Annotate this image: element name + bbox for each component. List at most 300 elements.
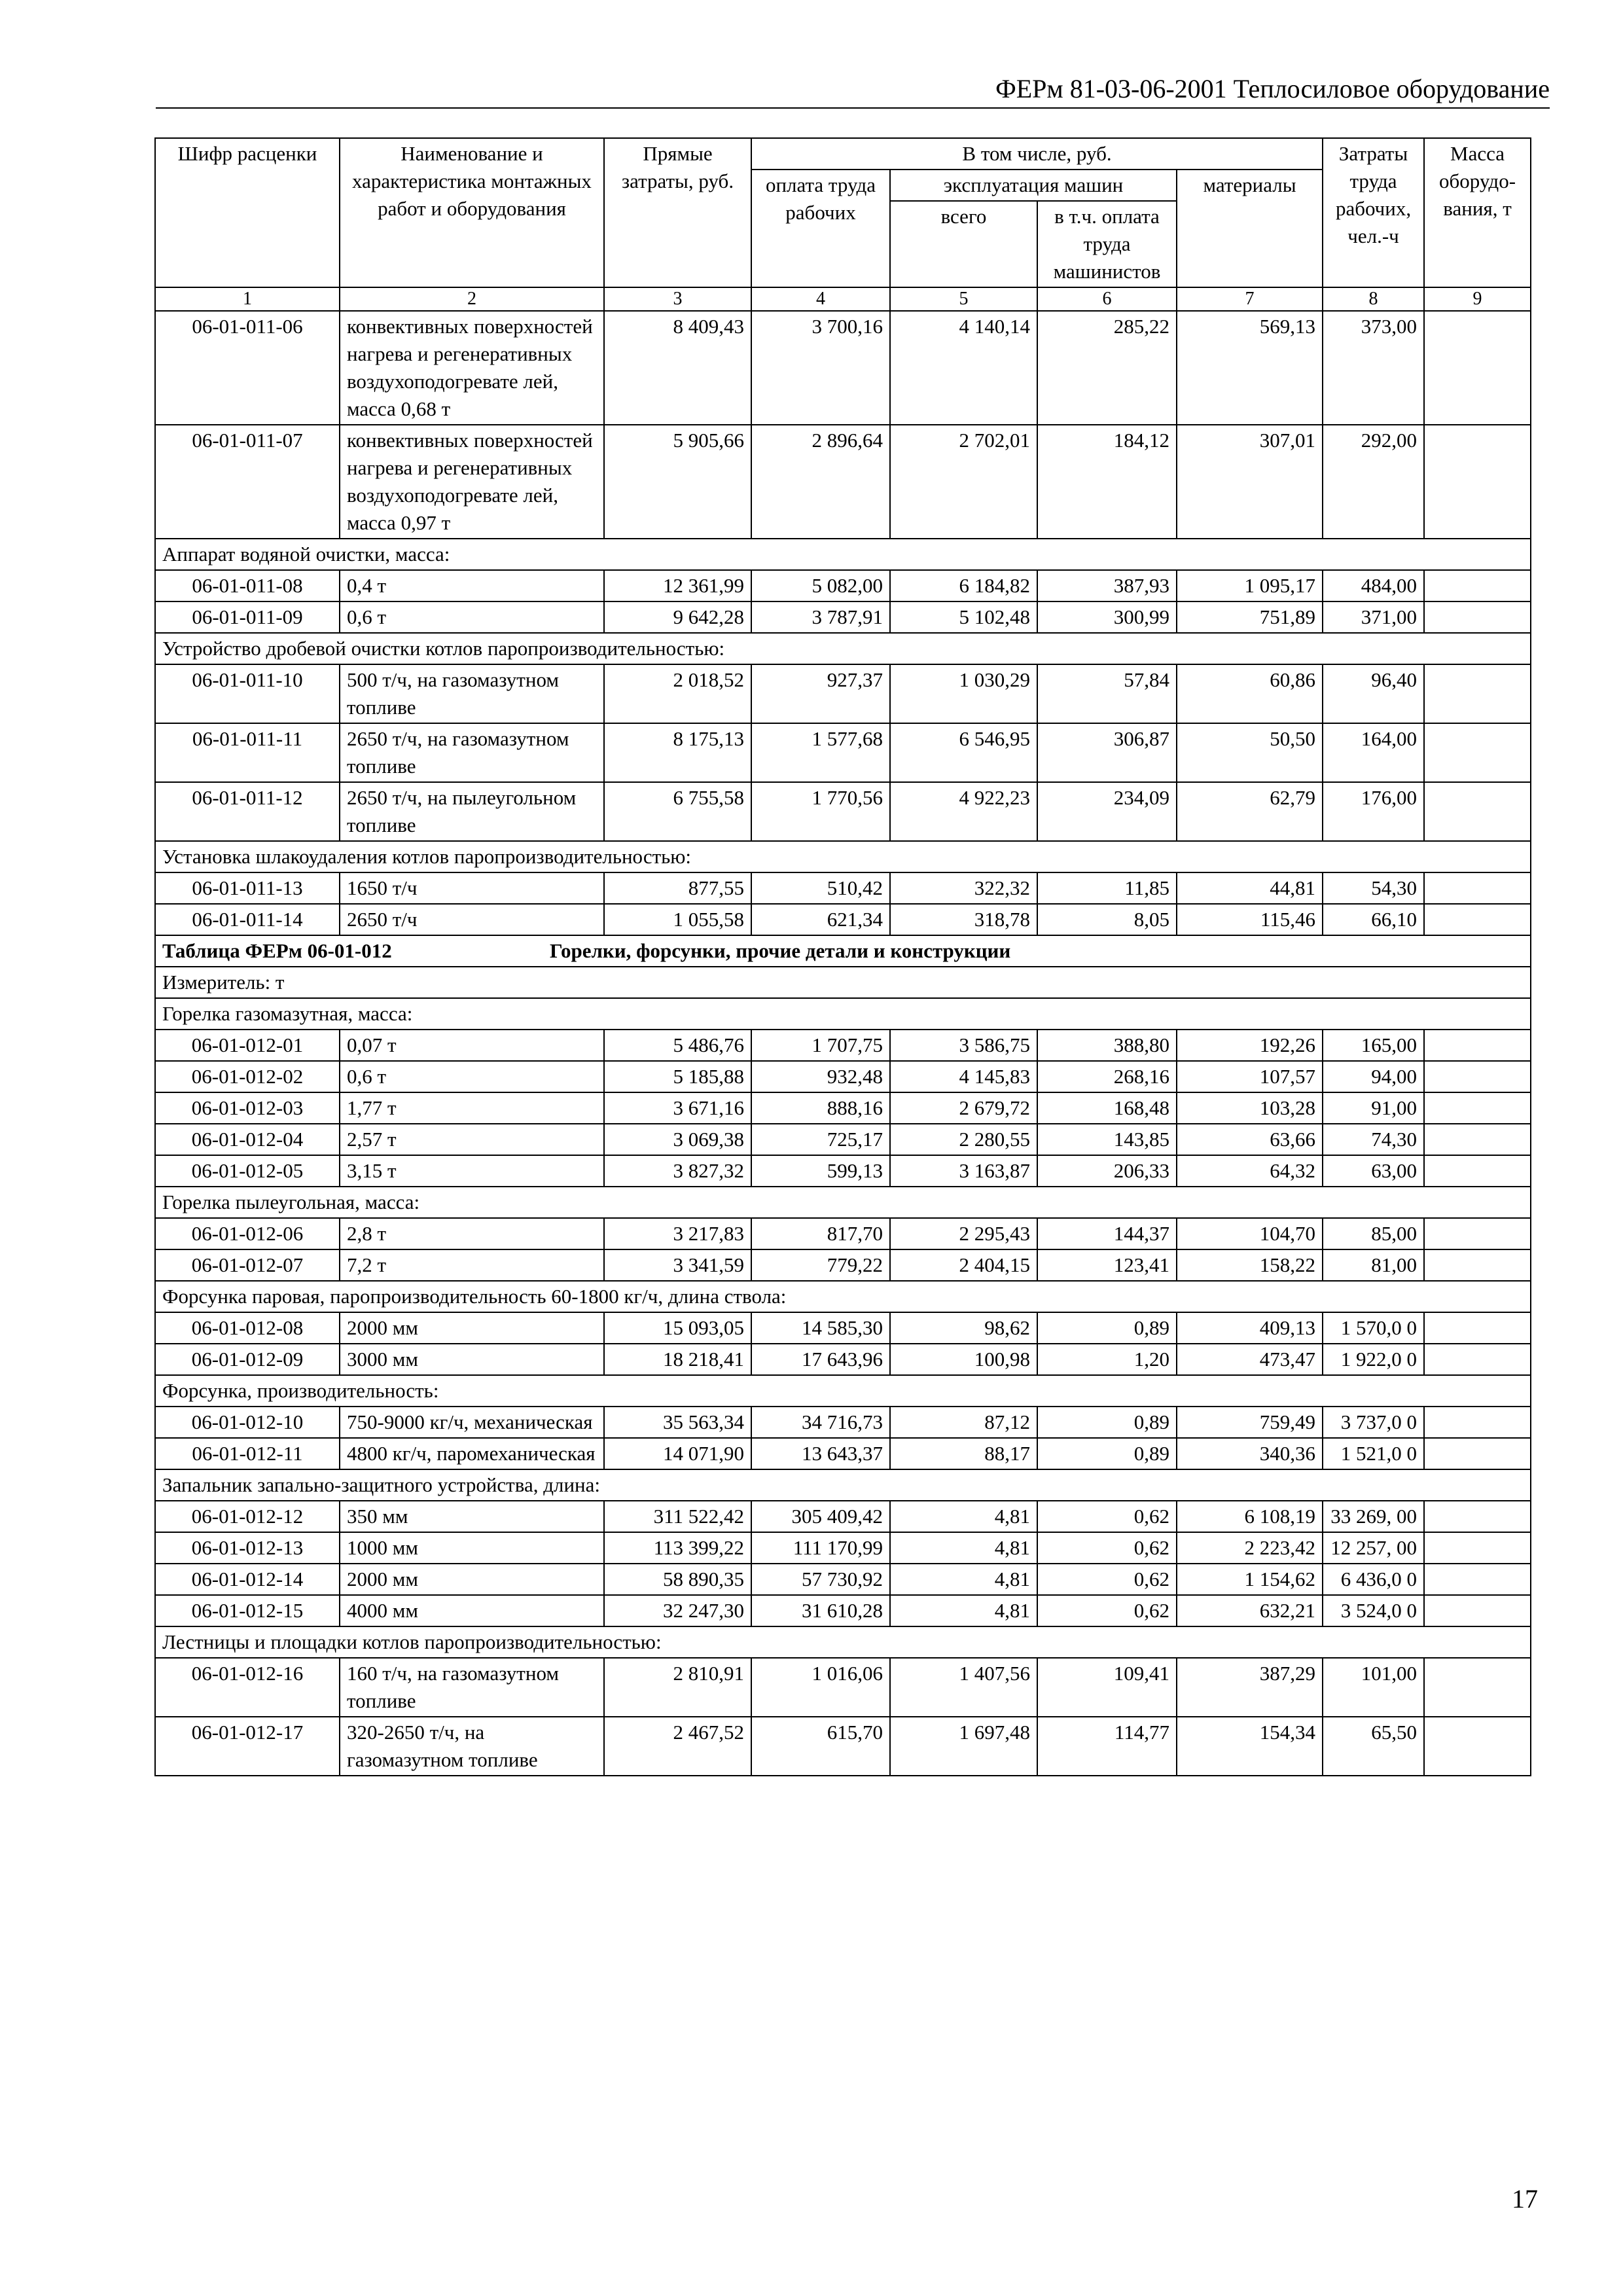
machine-cost: 4 145,83 bbox=[890, 1061, 1037, 1092]
machinist-wages: 0,62 bbox=[1037, 1595, 1177, 1626]
materials-cost: 63,66 bbox=[1177, 1124, 1323, 1155]
machine-cost: 2 280,55 bbox=[890, 1124, 1037, 1155]
labor-cost: 74,30 bbox=[1323, 1124, 1424, 1155]
measure-unit: Измеритель: т bbox=[155, 967, 1531, 998]
machinist-wages: 206,33 bbox=[1037, 1155, 1177, 1187]
header-incl: В том числе, руб. bbox=[751, 138, 1323, 170]
machinist-wages: 109,41 bbox=[1037, 1658, 1177, 1717]
header-code: Шифр расценки bbox=[155, 138, 340, 287]
materials-cost: 473,47 bbox=[1177, 1344, 1323, 1375]
header-rule bbox=[156, 107, 1550, 109]
labor-cost: 81,00 bbox=[1323, 1249, 1424, 1281]
work-name: 160 т/ч, на газомазутном топливе bbox=[340, 1658, 604, 1717]
materials-cost: 64,32 bbox=[1177, 1155, 1323, 1187]
equipment-mass bbox=[1424, 1030, 1531, 1061]
materials-cost: 409,13 bbox=[1177, 1312, 1323, 1344]
workers-wages: 305 409,42 bbox=[751, 1501, 890, 1532]
materials-cost: 569,13 bbox=[1177, 311, 1323, 425]
machinist-wages: 1,20 bbox=[1037, 1344, 1177, 1375]
machine-cost: 2 295,43 bbox=[890, 1218, 1037, 1249]
workers-wages: 111 170,99 bbox=[751, 1532, 890, 1564]
table-row bbox=[155, 1438, 1531, 1469]
col-number: 6 bbox=[1037, 287, 1177, 311]
rate-code: 06-01-012-01 bbox=[155, 1030, 340, 1061]
labor-cost: 66,10 bbox=[1323, 904, 1424, 935]
header-mach-wages: в т.ч. оплата труда машинистов bbox=[1037, 201, 1177, 287]
work-name: 320-2650 т/ч, на газомазутном топливе bbox=[340, 1717, 604, 1776]
equipment-mass bbox=[1424, 782, 1531, 841]
direct-cost: 1 055,58 bbox=[604, 904, 751, 935]
group-header: Лестницы и площадки котлов паропроизводительностью: bbox=[155, 1626, 1531, 1658]
machine-cost: 4,81 bbox=[890, 1532, 1037, 1564]
workers-wages: 2 896,64 bbox=[751, 425, 890, 539]
direct-cost: 2 467,52 bbox=[604, 1717, 751, 1776]
table-row bbox=[155, 1030, 1531, 1061]
rate-code: 06-01-012-11 bbox=[155, 1438, 340, 1469]
work-name: 4000 мм bbox=[340, 1595, 604, 1626]
workers-wages: 14 585,30 bbox=[751, 1312, 890, 1344]
equipment-mass bbox=[1424, 872, 1531, 904]
group-header: Аппарат водяной очистки, масса: bbox=[155, 539, 1531, 570]
rate-code: 06-01-012-14 bbox=[155, 1564, 340, 1595]
machinist-wages: 184,12 bbox=[1037, 425, 1177, 539]
rate-code: 06-01-012-12 bbox=[155, 1501, 340, 1532]
table-row bbox=[155, 1249, 1531, 1281]
rate-code: 06-01-012-07 bbox=[155, 1249, 340, 1281]
work-name: 2,57 т bbox=[340, 1124, 604, 1155]
work-name: 4800 кг/ч, паромеханическая bbox=[340, 1438, 604, 1469]
table-row bbox=[155, 1218, 1531, 1249]
table-row bbox=[155, 570, 1531, 601]
header-mass: Масса оборудо-вания, т bbox=[1424, 138, 1531, 287]
machinist-wages: 143,85 bbox=[1037, 1124, 1177, 1155]
work-name: 7,2 т bbox=[340, 1249, 604, 1281]
equipment-mass bbox=[1424, 570, 1531, 601]
workers-wages: 31 610,28 bbox=[751, 1595, 890, 1626]
machinist-wages: 8,05 bbox=[1037, 904, 1177, 935]
equipment-mass bbox=[1424, 1092, 1531, 1124]
table-row bbox=[155, 1061, 1531, 1092]
labor-cost: 484,00 bbox=[1323, 570, 1424, 601]
machinist-wages: 0,89 bbox=[1037, 1407, 1177, 1438]
machinist-wages: 300,99 bbox=[1037, 601, 1177, 633]
labor-cost: 3 737,0 0 bbox=[1323, 1407, 1424, 1438]
group-header-row bbox=[155, 998, 1531, 1030]
equipment-mass bbox=[1424, 1218, 1531, 1249]
direct-cost: 15 093,05 bbox=[604, 1312, 751, 1344]
workers-wages: 817,70 bbox=[751, 1218, 890, 1249]
work-name: 0,4 т bbox=[340, 570, 604, 601]
col-number: 2 bbox=[340, 287, 604, 311]
work-name: 350 мм bbox=[340, 1501, 604, 1532]
rate-code: 06-01-011-10 bbox=[155, 664, 340, 723]
col-number: 8 bbox=[1323, 287, 1424, 311]
machinist-wages: 388,80 bbox=[1037, 1030, 1177, 1061]
equipment-mass bbox=[1424, 1532, 1531, 1564]
rate-code: 06-01-012-17 bbox=[155, 1717, 340, 1776]
labor-cost: 85,00 bbox=[1323, 1218, 1424, 1249]
labor-cost: 164,00 bbox=[1323, 723, 1424, 782]
direct-cost: 35 563,34 bbox=[604, 1407, 751, 1438]
table-row bbox=[155, 872, 1531, 904]
materials-cost: 759,49 bbox=[1177, 1407, 1323, 1438]
workers-wages: 779,22 bbox=[751, 1249, 890, 1281]
machine-cost: 4,81 bbox=[890, 1595, 1037, 1626]
materials-cost: 107,57 bbox=[1177, 1061, 1323, 1092]
machinist-wages: 285,22 bbox=[1037, 311, 1177, 425]
machine-cost: 2 404,15 bbox=[890, 1249, 1037, 1281]
equipment-mass bbox=[1424, 1061, 1531, 1092]
equipment-mass bbox=[1424, 1249, 1531, 1281]
workers-wages: 3 700,16 bbox=[751, 311, 890, 425]
materials-cost: 50,50 bbox=[1177, 723, 1323, 782]
machinist-wages: 0,62 bbox=[1037, 1564, 1177, 1595]
equipment-mass bbox=[1424, 1658, 1531, 1717]
rate-code: 06-01-012-08 bbox=[155, 1312, 340, 1344]
direct-cost: 14 071,90 bbox=[604, 1438, 751, 1469]
table-title-row bbox=[155, 935, 1531, 967]
work-name: 3,15 т bbox=[340, 1155, 604, 1187]
labor-cost: 12 257, 00 bbox=[1323, 1532, 1424, 1564]
equipment-mass bbox=[1424, 664, 1531, 723]
labor-cost: 101,00 bbox=[1323, 1658, 1424, 1717]
group-header: Горелка пылеугольная, масса: bbox=[155, 1187, 1531, 1218]
materials-cost: 1 154,62 bbox=[1177, 1564, 1323, 1595]
materials-cost: 632,21 bbox=[1177, 1595, 1323, 1626]
header-materials: материалы bbox=[1177, 170, 1323, 287]
machinist-wages: 123,41 bbox=[1037, 1249, 1177, 1281]
work-name: 2,8 т bbox=[340, 1218, 604, 1249]
direct-cost: 5 185,88 bbox=[604, 1061, 751, 1092]
materials-cost: 387,29 bbox=[1177, 1658, 1323, 1717]
direct-cost: 3 827,32 bbox=[604, 1155, 751, 1187]
rate-code: 06-01-011-06 bbox=[155, 311, 340, 425]
col-number: 7 bbox=[1177, 287, 1323, 311]
machine-cost: 87,12 bbox=[890, 1407, 1037, 1438]
machinist-wages: 0,62 bbox=[1037, 1501, 1177, 1532]
workers-wages: 621,34 bbox=[751, 904, 890, 935]
equipment-mass bbox=[1424, 1564, 1531, 1595]
machine-cost: 1 697,48 bbox=[890, 1717, 1037, 1776]
group-header-row bbox=[155, 841, 1531, 872]
workers-wages: 615,70 bbox=[751, 1717, 890, 1776]
workers-wages: 13 643,37 bbox=[751, 1438, 890, 1469]
workers-wages: 1 577,68 bbox=[751, 723, 890, 782]
table-row bbox=[155, 1532, 1531, 1564]
rate-code: 06-01-011-09 bbox=[155, 601, 340, 633]
direct-cost: 3 069,38 bbox=[604, 1124, 751, 1155]
table-row bbox=[155, 664, 1531, 723]
table-number: Таблица ФЕРм 06-01-012 bbox=[162, 939, 392, 962]
rate-code: 06-01-012-05 bbox=[155, 1155, 340, 1187]
col-number: 9 bbox=[1424, 287, 1531, 311]
work-name: конвективных поверхностей нагрева и регенеративных воздухоподогревате лей, масса 0,97 т bbox=[340, 425, 604, 539]
direct-cost: 8 175,13 bbox=[604, 723, 751, 782]
work-name: 500 т/ч, на газомазутном топливе bbox=[340, 664, 604, 723]
labor-cost: 373,00 bbox=[1323, 311, 1424, 425]
work-name: 0,6 т bbox=[340, 601, 604, 633]
table-row bbox=[155, 1155, 1531, 1187]
labor-cost: 292,00 bbox=[1323, 425, 1424, 539]
machinist-wages: 0,89 bbox=[1037, 1438, 1177, 1469]
machine-cost: 6 546,95 bbox=[890, 723, 1037, 782]
rate-code: 06-01-012-03 bbox=[155, 1092, 340, 1124]
equipment-mass bbox=[1424, 1155, 1531, 1187]
equipment-mass bbox=[1424, 1124, 1531, 1155]
work-name: 2650 т/ч bbox=[340, 904, 604, 935]
work-name: 1000 мм bbox=[340, 1532, 604, 1564]
group-header-row bbox=[155, 1626, 1531, 1658]
rate-code: 06-01-011-11 bbox=[155, 723, 340, 782]
table-title bbox=[155, 935, 1531, 967]
labor-cost: 176,00 bbox=[1323, 782, 1424, 841]
machine-cost: 4,81 bbox=[890, 1564, 1037, 1595]
work-name: конвективных поверхностей нагрева и регенеративных воздухоподогревате лей, масса 0,68 т bbox=[340, 311, 604, 425]
labor-cost: 1 521,0 0 bbox=[1323, 1438, 1424, 1469]
header-direct: Прямые затраты, руб. bbox=[604, 138, 751, 287]
table-row bbox=[155, 723, 1531, 782]
direct-cost: 311 522,42 bbox=[604, 1501, 751, 1532]
materials-cost: 340,36 bbox=[1177, 1438, 1323, 1469]
materials-cost: 154,34 bbox=[1177, 1717, 1323, 1776]
rate-code: 06-01-011-14 bbox=[155, 904, 340, 935]
work-name: 2650 т/ч, на пылеугольном топливе bbox=[340, 782, 604, 841]
rate-code: 06-01-012-06 bbox=[155, 1218, 340, 1249]
machinist-wages: 114,77 bbox=[1037, 1717, 1177, 1776]
direct-cost: 2 018,52 bbox=[604, 664, 751, 723]
workers-wages: 3 787,91 bbox=[751, 601, 890, 633]
materials-cost: 104,70 bbox=[1177, 1218, 1323, 1249]
work-name: 1,77 т bbox=[340, 1092, 604, 1124]
machine-cost: 100,98 bbox=[890, 1344, 1037, 1375]
rate-code: 06-01-011-13 bbox=[155, 872, 340, 904]
table-row bbox=[155, 1407, 1531, 1438]
rates-table bbox=[154, 137, 1531, 1776]
workers-wages: 932,48 bbox=[751, 1061, 890, 1092]
table-row bbox=[155, 1595, 1531, 1626]
table-row bbox=[155, 425, 1531, 539]
labor-cost: 3 524,0 0 bbox=[1323, 1595, 1424, 1626]
materials-cost: 2 223,42 bbox=[1177, 1532, 1323, 1564]
machine-cost: 3 586,75 bbox=[890, 1030, 1037, 1061]
workers-wages: 1 016,06 bbox=[751, 1658, 890, 1717]
workers-wages: 725,17 bbox=[751, 1124, 890, 1155]
direct-cost: 5 486,76 bbox=[604, 1030, 751, 1061]
machine-cost: 4 922,23 bbox=[890, 782, 1037, 841]
materials-cost: 751,89 bbox=[1177, 601, 1323, 633]
work-name: 1650 т/ч bbox=[340, 872, 604, 904]
machine-cost: 322,32 bbox=[890, 872, 1037, 904]
group-header: Горелка газомазутная, масса: bbox=[155, 998, 1531, 1030]
machine-cost: 5 102,48 bbox=[890, 601, 1037, 633]
direct-cost: 3 341,59 bbox=[604, 1249, 751, 1281]
labor-cost: 33 269, 00 bbox=[1323, 1501, 1424, 1532]
workers-wages: 510,42 bbox=[751, 872, 890, 904]
work-name: 3000 мм bbox=[340, 1344, 604, 1375]
machine-cost: 4,81 bbox=[890, 1501, 1037, 1532]
machinist-wages: 57,84 bbox=[1037, 664, 1177, 723]
machine-cost: 2 702,01 bbox=[890, 425, 1037, 539]
rate-code: 06-01-011-08 bbox=[155, 570, 340, 601]
direct-cost: 58 890,35 bbox=[604, 1564, 751, 1595]
labor-cost: 96,40 bbox=[1323, 664, 1424, 723]
group-header: Устройство дробевой очистки котлов паропроизводительностью: bbox=[155, 633, 1531, 664]
rate-code: 06-01-012-09 bbox=[155, 1344, 340, 1375]
work-name: 2000 мм bbox=[340, 1312, 604, 1344]
machine-cost: 88,17 bbox=[890, 1438, 1037, 1469]
rate-code: 06-01-011-07 bbox=[155, 425, 340, 539]
labor-cost: 94,00 bbox=[1323, 1061, 1424, 1092]
rate-code: 06-01-012-04 bbox=[155, 1124, 340, 1155]
materials-cost: 62,79 bbox=[1177, 782, 1323, 841]
direct-cost: 6 755,58 bbox=[604, 782, 751, 841]
direct-cost: 18 218,41 bbox=[604, 1344, 751, 1375]
direct-cost: 8 409,43 bbox=[604, 311, 751, 425]
machinist-wages: 234,09 bbox=[1037, 782, 1177, 841]
machine-cost: 98,62 bbox=[890, 1312, 1037, 1344]
group-header: Установка шлакоудаления котлов паропроизводительностью: bbox=[155, 841, 1531, 872]
direct-cost: 877,55 bbox=[604, 872, 751, 904]
machinist-wages: 306,87 bbox=[1037, 723, 1177, 782]
table-row bbox=[155, 1564, 1531, 1595]
direct-cost: 3 217,83 bbox=[604, 1218, 751, 1249]
header-name: Наименование и характеристика монтажных работ и оборудования bbox=[340, 138, 604, 287]
table-row bbox=[155, 782, 1531, 841]
materials-cost: 115,46 bbox=[1177, 904, 1323, 935]
machine-cost: 318,78 bbox=[890, 904, 1037, 935]
group-header: Форсунка паровая, паропроизводительность 60-1800 кг/ч, длина ствола: bbox=[155, 1281, 1531, 1312]
machinist-wages: 144,37 bbox=[1037, 1218, 1177, 1249]
group-header-row bbox=[155, 1187, 1531, 1218]
table-row bbox=[155, 904, 1531, 935]
direct-cost: 2 810,91 bbox=[604, 1658, 751, 1717]
col-number: 3 bbox=[604, 287, 751, 311]
equipment-mass bbox=[1424, 601, 1531, 633]
table-row bbox=[155, 1717, 1531, 1776]
equipment-mass bbox=[1424, 1595, 1531, 1626]
machinist-wages: 0,62 bbox=[1037, 1532, 1177, 1564]
work-name: 0,07 т bbox=[340, 1030, 604, 1061]
direct-cost: 32 247,30 bbox=[604, 1595, 751, 1626]
group-header-row bbox=[155, 1469, 1531, 1501]
equipment-mass bbox=[1424, 1344, 1531, 1375]
labor-cost: 54,30 bbox=[1323, 872, 1424, 904]
table-row bbox=[155, 311, 1531, 425]
col-number: 5 bbox=[890, 287, 1037, 311]
equipment-mass bbox=[1424, 1312, 1531, 1344]
materials-cost: 6 108,19 bbox=[1177, 1501, 1323, 1532]
rate-code: 06-01-012-16 bbox=[155, 1658, 340, 1717]
page-number: 17 bbox=[1512, 2184, 1538, 2214]
workers-wages: 17 643,96 bbox=[751, 1344, 890, 1375]
column-numbers-row bbox=[155, 287, 1531, 311]
equipment-mass bbox=[1424, 723, 1531, 782]
group-header: Запальник запально-защитного устройства, длина: bbox=[155, 1469, 1531, 1501]
direct-cost: 5 905,66 bbox=[604, 425, 751, 539]
table-row bbox=[155, 1124, 1531, 1155]
labor-cost: 6 436,0 0 bbox=[1323, 1564, 1424, 1595]
equipment-mass bbox=[1424, 1438, 1531, 1469]
workers-wages: 57 730,92 bbox=[751, 1564, 890, 1595]
col-number: 4 bbox=[751, 287, 890, 311]
direct-cost: 9 642,28 bbox=[604, 601, 751, 633]
materials-cost: 44,81 bbox=[1177, 872, 1323, 904]
labor-cost: 1 570,0 0 bbox=[1323, 1312, 1424, 1344]
col-number: 1 bbox=[155, 287, 340, 311]
equipment-mass bbox=[1424, 311, 1531, 425]
machine-cost: 1 030,29 bbox=[890, 664, 1037, 723]
materials-cost: 103,28 bbox=[1177, 1092, 1323, 1124]
work-name: 0,6 т bbox=[340, 1061, 604, 1092]
direct-cost: 3 671,16 bbox=[604, 1092, 751, 1124]
header-machines: эксплуатация машин bbox=[890, 170, 1177, 201]
table-row bbox=[155, 1658, 1531, 1717]
header-wages: оплата труда рабочих bbox=[751, 170, 890, 287]
rate-code: 06-01-012-13 bbox=[155, 1532, 340, 1564]
machine-cost: 6 184,82 bbox=[890, 570, 1037, 601]
machinist-wages: 0,89 bbox=[1037, 1312, 1177, 1344]
rate-code: 06-01-011-12 bbox=[155, 782, 340, 841]
workers-wages: 1 770,56 bbox=[751, 782, 890, 841]
labor-cost: 1 922,0 0 bbox=[1323, 1344, 1424, 1375]
workers-wages: 1 707,75 bbox=[751, 1030, 890, 1061]
materials-cost: 60,86 bbox=[1177, 664, 1323, 723]
labor-cost: 65,50 bbox=[1323, 1717, 1424, 1776]
machine-cost: 4 140,14 bbox=[890, 311, 1037, 425]
group-header-row bbox=[155, 539, 1531, 570]
group-header-row bbox=[155, 633, 1531, 664]
work-name: 2000 мм bbox=[340, 1564, 604, 1595]
equipment-mass bbox=[1424, 1717, 1531, 1776]
group-header-row bbox=[155, 1281, 1531, 1312]
machine-cost: 1 407,56 bbox=[890, 1658, 1037, 1717]
page-header: ФЕРм 81-03-06-2001 Теплосиловое оборудование bbox=[995, 74, 1550, 103]
labor-cost: 63,00 bbox=[1323, 1155, 1424, 1187]
work-name: 2650 т/ч, на газомазутном топливе bbox=[340, 723, 604, 782]
workers-wages: 888,16 bbox=[751, 1092, 890, 1124]
rate-code: 06-01-012-02 bbox=[155, 1061, 340, 1092]
equipment-mass bbox=[1424, 1407, 1531, 1438]
machine-cost: 3 163,87 bbox=[890, 1155, 1037, 1187]
table-row bbox=[155, 1092, 1531, 1124]
header-mach-total: всего bbox=[890, 201, 1037, 287]
rate-code: 06-01-012-15 bbox=[155, 1595, 340, 1626]
materials-cost: 1 095,17 bbox=[1177, 570, 1323, 601]
materials-cost: 158,22 bbox=[1177, 1249, 1323, 1281]
table-row bbox=[155, 1344, 1531, 1375]
header-labor: Затраты труда рабочих, чел.-ч bbox=[1323, 138, 1424, 287]
materials-cost: 192,26 bbox=[1177, 1030, 1323, 1061]
direct-cost: 113 399,22 bbox=[604, 1532, 751, 1564]
table-row bbox=[155, 601, 1531, 633]
workers-wages: 927,37 bbox=[751, 664, 890, 723]
direct-cost: 12 361,99 bbox=[604, 570, 751, 601]
workers-wages: 599,13 bbox=[751, 1155, 890, 1187]
labor-cost: 165,00 bbox=[1323, 1030, 1424, 1061]
equipment-mass bbox=[1424, 904, 1531, 935]
labor-cost: 371,00 bbox=[1323, 601, 1424, 633]
labor-cost: 91,00 bbox=[1323, 1092, 1424, 1124]
table-caption: Горелки, форсунки, прочие детали и конструкции bbox=[550, 939, 1011, 962]
equipment-mass bbox=[1424, 1501, 1531, 1532]
group-header-row bbox=[155, 1375, 1531, 1407]
materials-cost: 307,01 bbox=[1177, 425, 1323, 539]
machinist-wages: 268,16 bbox=[1037, 1061, 1177, 1092]
unit-row bbox=[155, 967, 1531, 998]
machinist-wages: 387,93 bbox=[1037, 570, 1177, 601]
table-row bbox=[155, 1501, 1531, 1532]
table-row bbox=[155, 1312, 1531, 1344]
